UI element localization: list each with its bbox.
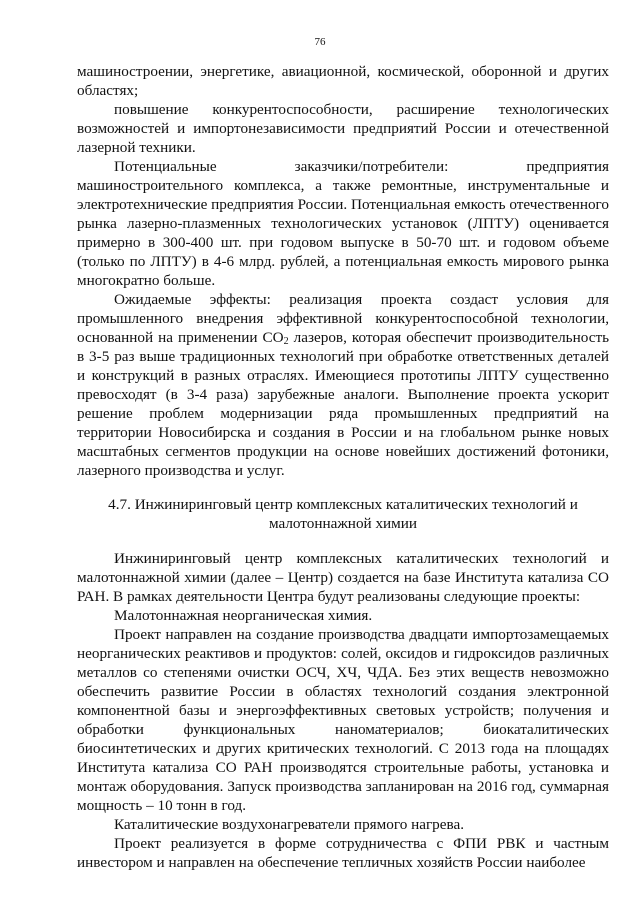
paragraph-customers: Потенциальные заказчики/потребители: предприятия машиностроительного комплекса, а также ремонтные, инструментальные и электротехнические предприятия России. Потенциальная емкость отечественного рынка лазерно-плазменных технологических установок (ЛПТУ) оценивается примерно в 300-400 шт. при годовом выпуске в 50-70 шт. и годовом объеме (только по ЛПТУ) в 4-6 млрд. рублей, а потенциальная емкость мирового рынка многократно больше. — [77, 158, 609, 289]
paragraph-heaters-description: Проект реализуется в форме сотрудничества с ФПИ РВК и частным инвестором и направлен на обеспечение тепличных хозяйств России наиболее — [77, 835, 609, 871]
paragraph-chemistry-description: Проект направлен на создание производства двадцати импортозамещаемых неорганических реактивов и продуктов: солей, оксидов и гидроксидов различных металлов со степенями очистки ОСЧ, ХЧ, ЧДА. Без этих веществ невозможно обеспечить развитие России в областях технологий создания электронной компонентной базы и энергоэффективных световых устройств; получения и обработки функциональных наноматериалов; биокаталитических биосинтетических и других критических технологий. С 2013 года на площадях Института катализа СО РАН производятся строительные работы, установка и монтаж оборудования. Запуск производства запланирован на 2016 год, суммарная мощность – 10 тонн в год. — [77, 626, 609, 814]
effects-text-part1: Ожидаемые эффекты: реализация проекта создаст условия для промышленного внедрения эффективной конкурентоспособной технологии, основанной на применении CO — [77, 291, 609, 346]
paragraph-competitiveness: повышение конкурентоспособности, расширение технологических возможностей и импортонезависимости предприятий России и отечественной лазерной техники. — [77, 101, 609, 156]
section-heading-line2: малотоннажной химии — [268, 515, 418, 532]
effects-text-part2: лазеров, которая обеспечит производительность в 3-5 раз выше традиционных технологий при обработке ответственных деталей и конструкций в разных отраслях. Имеющиеся прототипы ЛПТУ существенно превосходят (в 3-4 раза) зарубежные аналоги. Выполнение проекта ускорит решение проблем модернизации ряда промышленных предприятий на территории Новосибирска и создания в России и на глобальном рынке новых масштабных сегментов продукции на основе новейших достижений фотоники, лазерного производства и услуг. — [77, 329, 610, 479]
paragraph-center-intro: Инжиниринговый центр комплексных каталитических технологий и малотоннажной химии (далее – Центр) создается на базе Института катализа СО РАН. В рамках деятельности Центра будут реализованы следующие проекты: — [77, 550, 609, 605]
paragraph-areas: машиностроении, энергетике, авиационной, космической, оборонной и других областях; — [77, 63, 609, 99]
co2-subscript: 2 — [283, 336, 289, 347]
paragraph-project-title-chemistry: Малотоннажная неорганическая химия. — [114, 607, 373, 624]
paragraph-expected-effects — [77, 290, 609, 480]
top-text-block — [77, 62, 609, 480]
section-heading-line1: 4.7. Инжиниринговый центр комплексных каталитических технологий и — [108, 496, 578, 513]
bottom-text-block — [77, 549, 609, 872]
paragraph-project-title-heaters: Каталитические воздухонагреватели прямого нагрева. — [114, 816, 465, 833]
section-heading — [77, 495, 609, 533]
page-number: 76 — [314, 36, 326, 48]
